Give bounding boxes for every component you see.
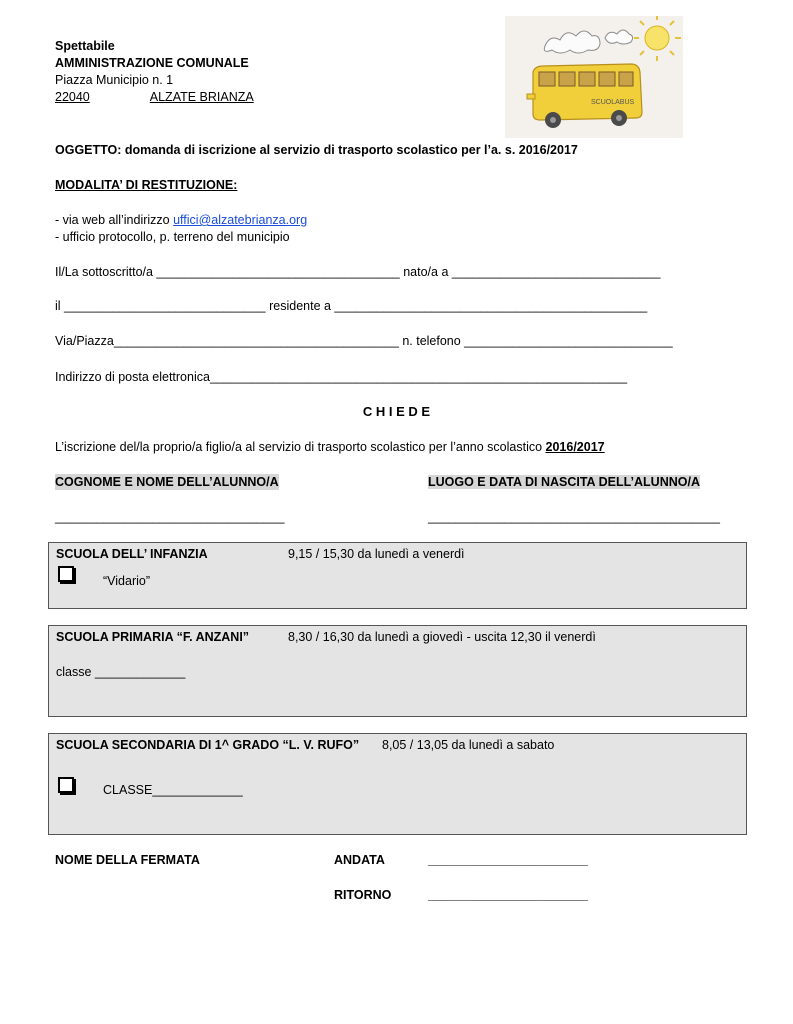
primaria-title: SCUOLA PRIMARIA “F. ANZANI”: [56, 630, 250, 644]
return-office: - ufficio protocollo, p. terreno del municipio: [55, 230, 290, 244]
primaria-class-field[interactable]: classe _____________: [56, 665, 186, 679]
student-birth-line[interactable]: __________________________________________: [428, 510, 720, 524]
subject: OGGETTO: domanda di iscrizione al servizio di trasporto scolastico per l’a. s. 2016/2017: [55, 143, 578, 157]
recipient-salutation: Spettabile: [55, 39, 115, 53]
recipient-city: ALZATE BRIANZA: [149, 90, 254, 104]
return-web-line: [55, 212, 307, 228]
secondaria-hours: 8,05 / 13,05 da lunedì a sabato: [382, 738, 555, 752]
school-bus-drawing: [505, 16, 683, 138]
student-name-line[interactable]: _________________________________: [55, 510, 285, 524]
infanzia-checkbox[interactable]: [58, 566, 74, 582]
infanzia-box: [48, 542, 747, 609]
request-year: 2016/2017: [545, 440, 605, 454]
andata-label: ANDATA: [334, 853, 385, 867]
ritorno-label: RITORNO: [334, 888, 392, 902]
secondaria-checkbox[interactable]: [58, 777, 74, 793]
field-sottoscritto[interactable]: Il/La sottoscritto/a ___________________________________ nato/a a ______________________________: [55, 265, 661, 279]
request-text: L’iscrizione del/la proprio/a figlio/a al servizio di trasporto scolastico per l’anno scolastico: [55, 440, 546, 454]
infanzia-option: “Vidario”: [103, 574, 151, 588]
student-birth-label: [428, 474, 700, 490]
student-name-label: COGNOME E NOME DELL’ALUNNO/A: [55, 475, 279, 489]
recipient-street: Piazza Municipio n. 1: [55, 73, 174, 87]
field-email[interactable]: Indirizzo di posta elettronica____________________________________________________________: [55, 370, 628, 384]
infanzia-hours: 9,15 / 15,30 da lunedì a venerdì: [288, 547, 465, 561]
return-heading: MODALITA’ DI RESTITUZIONE:: [55, 178, 238, 192]
request-text-line: [55, 439, 605, 455]
student-birth-label-part2: DELL’ALUNNO/A: [595, 475, 700, 489]
field-birth-residence[interactable]: il _____________________________ residente a _____________________________________________: [55, 299, 648, 313]
return-web-prefix: - via web all’indirizzo: [55, 213, 174, 227]
student-birth-label-part1: LUOGO E DATA DI NASCITA: [428, 475, 596, 489]
fermata-label: NOME DELLA FERMATA: [55, 853, 200, 867]
infanzia-title: SCUOLA DELL’ INFANZIA: [56, 547, 208, 561]
field-address-phone[interactable]: Via/Piazza_________________________________________ n. telefono ______________________________: [55, 334, 673, 348]
ritorno-line[interactable]: _______________________: [428, 888, 588, 902]
secondaria-class-field[interactable]: CLASSE_____________: [103, 783, 243, 797]
primaria-box: [48, 625, 747, 717]
primaria-hours: 8,30 / 16,30 da lunedì a giovedì - uscita 12,30 il venerdì: [288, 630, 596, 644]
recipient-postcode: 22040: [55, 90, 90, 104]
recipient-city-line: [55, 89, 254, 105]
email-link[interactable]: uffici@alzatebrianza.org: [173, 213, 308, 227]
chiede-heading: C H I E D E: [362, 404, 431, 419]
andata-line[interactable]: _______________________: [428, 853, 588, 867]
secondaria-box: [48, 733, 747, 835]
logo-caption: SCUOLABUS: [591, 99, 635, 106]
secondaria-title: SCUOLA SECONDARIA DI 1^ GRADO “L. V. RUFO”: [56, 738, 360, 752]
recipient-name: AMMINISTRAZIONE COMUNALE: [55, 56, 249, 70]
